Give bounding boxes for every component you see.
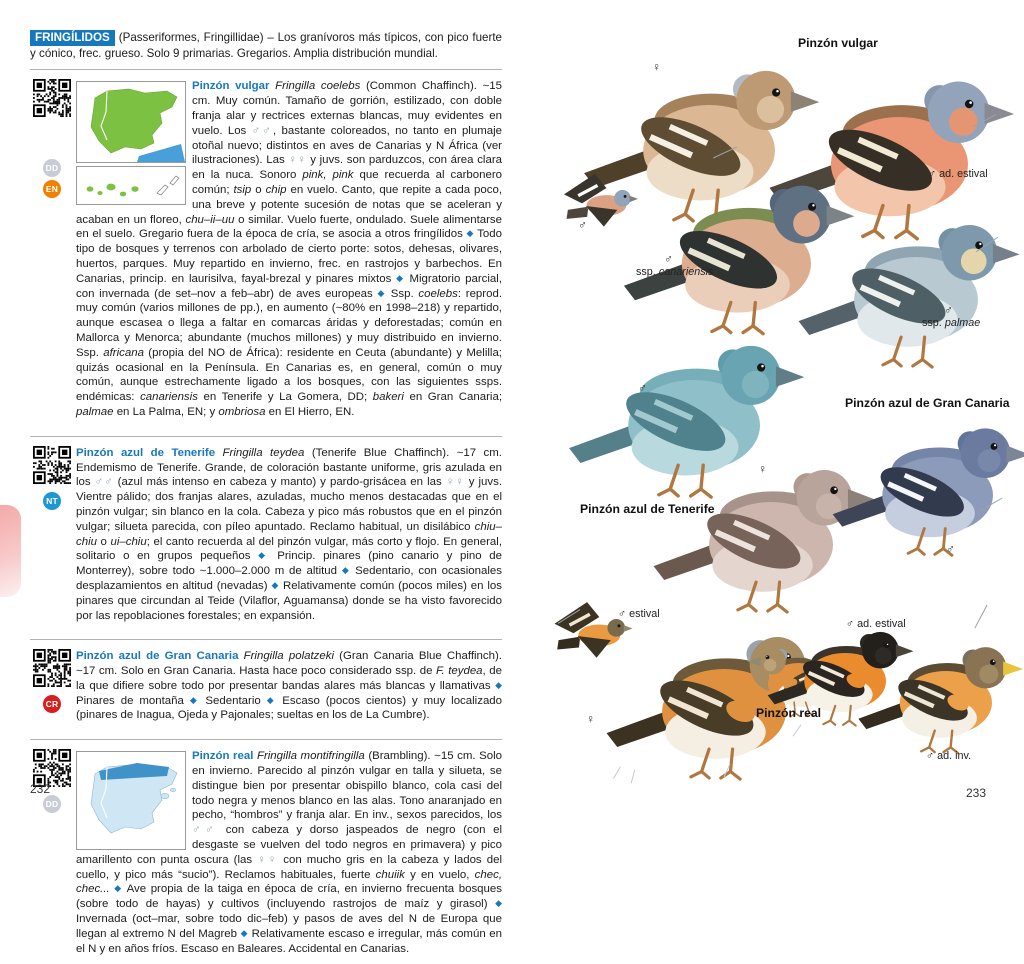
species-section-pinzon-azul-tenerife [30,437,502,632]
label-tenerife-male-symbol: ♂ [638,381,647,395]
label-canariensis-male-symbol: ♂ [664,252,673,266]
qr-code [33,79,71,117]
right-page-plate [540,30,1012,802]
status-badges [43,492,61,510]
label-brambling-ad-estival: ♂ ad. estival [846,618,906,630]
plate-heading-pinzon-vulgar: Pinzón vulgar [798,36,878,50]
plate-heading-pinzon-azul-gran-canaria: Pinzón azul de Gran Canaria [845,396,1010,410]
label-palmae-male-symbol: ♂ [944,303,953,317]
page-number-right: 233 [966,786,987,800]
label-gran-canaria-male-symbol: ♂ [946,542,955,556]
qr-code [33,446,71,484]
distribution-map [76,751,184,850]
bird-illustration-blue-chaffinch-gran-canaria-male [825,415,1024,558]
family-description: (Passeriformes, Fringillidae) – Los granívoros más típicos, con pico fuerte y cónico, frec. grueso. Solo 9 primarias. Gregarios. Amplia distribución mundial. [30,31,502,61]
species-text: Pinzón azul de Tenerife Fringilla teydea (Tenerife Blue Chaffinch). ~17 cm. Endemismo de Tenerife. Grande, de coloración bastante uniforme, gris azulada en los ♂♂ (azul más intenso en cabeza y manto) y pardo-grisácea en las ♀♀ y juvs. Vientre pálido; dos franjas alares, azuladas, mucho menos destacadas que en el pinzón vulgar; sin blanco en la cola. Cabeza y pico más robustos que en el pinzón vulgar; silueta parecida, con píleo apuntado. Reclamo habitual, un disilábico chiu–chiu o ui–chiu; el canto recuerda al del pinzón vulgar, más corto y flojo. En general, solitario o en grupos pequeños ◆ Princip. pinares (pino canario y pino de Monterrey), sobre todo ~1.000–2.000 m de altitud ◆ Sedentario, con ocasionales desplazamientos en altitud (nevadas) ◆ Relativamente común (pocos miles) en los pinares que circundan al Teide (Vilaflor, Aguamansa) donde se ha visto favorecido por las repoblaciones forestales; en expansión. [76,446,503,622]
status-badge: DD [43,159,61,177]
label-male-flying: ♂ [578,218,587,232]
label-brambling-ad-inv: ♂ ad. inv. [926,750,972,762]
canaries-map-inset [76,166,186,205]
bird-illustration-chaffinch-ssp-palmae [790,210,1024,370]
status-badge: NT [43,492,61,510]
status-badges [43,159,61,198]
label-brambling-female-symbol: ♀ [586,712,595,726]
status-badge: DD [43,795,61,813]
label-brambling-flying: ♂ estival [618,608,660,620]
qr-code [33,649,71,687]
plate-heading-pinzon-real: Pinzón real [756,706,822,720]
section-rail [30,79,76,419]
status-badges [43,695,61,713]
section-rail [30,446,76,624]
distribution-map [76,81,184,205]
label-ssp-palmae: ssp. palmae [922,317,981,329]
species-section-pinzon-azul-gran-canaria [30,640,502,731]
species-text: Pinzón real Fringilla montifringilla (Brambling). ~15 cm. Solo en invierno. Parecido al pinzón vulgar en talla y silueta, se distingue bien por presentar obispillo blanco, cola casi del todo negra y menos blanco en las alas. Tono anaranjado en pecho, “hombros” y franja alar. En inv., sexos parecidos, los ♂♂ con cabeza y dorso jaspeados de negro (con el desgaste se vuelven del todo negros en primavera) y pico amarillento con punta oscura (las ♀♀ con mucho gris en la cabeza y lados del cuello, y pico más “sucio”). Reclamos habituales, fuerte chuiik y en vuelo, chec, chec... ◆ Ave propia de la taiga en época de cría, en invierno frecuenta bosques (sobre todo de hayas) y cultivos (incluyendo rastrojos de maíz y girasol) ◆ Invernada (oct–mar, sobre todo dic–feb) y pasos de aves del N de Europa que llegan al extremo N del Magreb ◆ Relativamente escaso e irregular, más común en el N y en años fríos. Escaso en Baleares. Accidental en Canarias. [76,750,502,955]
page-number-left: 232 [30,782,51,796]
left-page [30,30,502,964]
status-badge: EN [43,180,61,198]
family-header [30,30,502,61]
species-section-pinzon-real [30,740,502,964]
species-text: Pinzón azul de Gran Canaria Fringilla polatzeki (Gran Canaria Blue Chaffinch). ~17 cm. Solo en Gran Canaria. Hasta hace poco considerado ssp. de F. teydea, de la que difiere sobre todo por presentar bandas alares más blancas y llamativas ◆ Pinares de montaña ◆ Sedentario ◆ Escaso (pocos cientos) y muy localizado (pinares de Inagua, Ojeda y Pajonales; sueltas en los de La Cumbre). [76,650,503,722]
pointer-line [974,605,987,628]
species-section-pinzon-vulgar [30,70,502,427]
bird-illustration-brambling-male-winter [852,636,1024,755]
status-badges [43,795,61,813]
label-male-ad-estival: ♂ ad. estival [928,168,988,180]
iberia-map-resident [76,81,186,163]
section-rail [30,749,76,956]
family-tag: FRINGÍLIDOS [30,30,115,46]
section-rail [30,649,76,723]
thumb-index-tab [0,505,21,597]
label-ssp-canariensis: ssp. canariensis [636,266,714,278]
label-female-symbol: ♀ [652,60,661,74]
label-blue-female-symbol: ♀ [758,462,767,476]
plate-heading-pinzon-azul-tenerife: Pinzón azul de Tenerife [580,502,715,516]
species-text: Pinzón vulgar Fringilla coelebs (Common Chaffinch). ~15 cm. Muy común. Tamaño de gorrión, estilizado, con doble franja alar y rectrices externas blancas, muy evidentes en vuelo. Los ♂♂, bastante coloreados, no tanto en plumaje otoñal nuevo; distintos en aves de Canarias y N África (ver ilustraciones). Las ♀♀ y juvs. son parduzcos, con área clara en la nuca. Sonoro pink, pink que recuerda al carbonero común; tsip o chip en vuelo. Canto, que repite a cada poco, una breve y potente sucesión de notas que se aceleran y acaban en un floreo, chu–ii–uu o similar. Vuelo fuerte, ondulado. Suele alimentarse en el suelo. Gregario fuera de la época de cría, se asocia a otros fringílidos ◆ Todo tipo de bosques y terrenos con arbolado de cierto porte: sotos, dehesas, olivares, huertos, parques. Muy repartido en invierno, frec. en rastrojos y barbechos. En Canarias, princip. en laurisilva, fayal-brezal y pinares mixtos ◆ Migratorio parcial, con invernada (de set–nov a feb–abr) de aves europeas ◆ Ssp. coelebs: reprod. muy común (varios millones de pp.), en aumento (~80% en 1998–218) y repartido, aunque escasea o llega a faltar en comarcas áridas y deforestadas; común en Mallorca y Menorca; abundante (muchos millones) y muy distribuido en invierno. Ssp. africana (propia del NO de África): residente en Ceuta (abundante) y Melilla; quizás ocasional en la Península. En Canarias es, en general, común o muy común, aunque estrechamente ligado a los bosques, con las siguientes ssps. endémicas: canariensis en Tenerife y La Gomera, DD; bakeri en Gran Canaria; palmae en La Palma, EN; y ombriosa en El Hierro, EN. [76,80,503,418]
status-badge: CR [43,695,61,713]
iberia-map-winter [76,751,186,850]
